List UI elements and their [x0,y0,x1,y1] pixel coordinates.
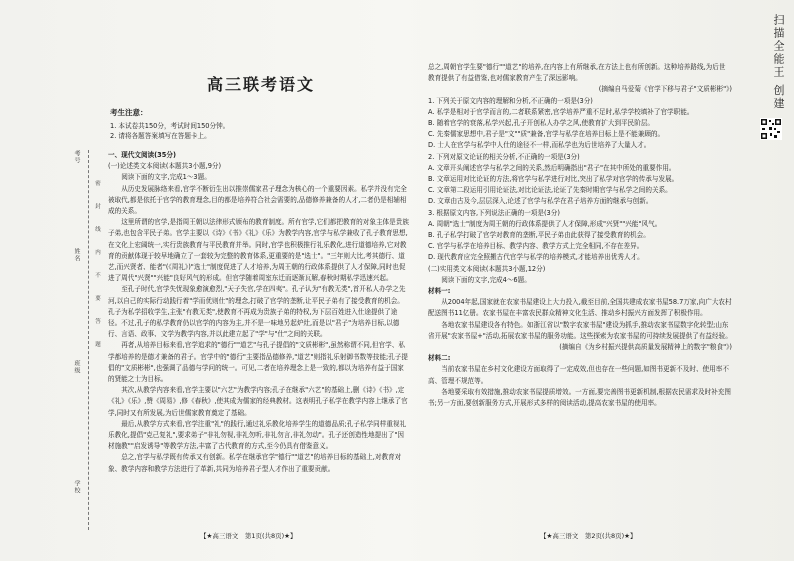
right-col-line: 2. 下列对原文论证的相关分析,不正确的一项是(3分) [428,152,580,161]
right-col-line: 阅读下面的文字,完成4～6题。 [441,275,531,284]
right-col-line: 总之,周朝官学生要"德行""道艺"的培养,在内容上有所继承,在方法上也有所创新。这种培养路线,为后世教育提供了有益借鉴,也对儒家教育产生了深远影响。 [428,63,726,83]
notes-item: 2. 请将各题答案填写在答题卡上。 [110,132,211,140]
left-col-line: 其次,从教学内容来看,官学主要以"六艺"为教学内容;孔子在继承"六艺"的基础上,删《诗》《书》,定《礼》《乐》,赞《周易》,修《春秋》,使其成为儒家的经典教材。这表明孔子私学在教学内容上继承了官学,同时又有所发展,为后世儒家教育奠定了基础。 [108,386,408,417]
right-col-line: C. 文章第二段运用引用论证法,对比论证法,论证了先秦时期官学与私学之间的关系。 [428,186,672,195]
right-col-line: B. 随着官学的衰落,私学兴起,孔子开创私人办学之风,使教育扩大到平民阶层。 [428,119,655,128]
kaohao-label: 考号 [73,150,80,164]
right-col-line: (二)实用类文本阅读(本题共3小题,12分) [428,264,546,273]
qr-code-icon [760,118,782,140]
right-col-line: (摘编自《为乡村振兴提供高质量发展精神上的数字"粮食"》) [559,343,732,352]
left-col-line: 一、现代文阅读(35分) [108,151,176,159]
scanner-watermark: 扫描全能王 创建 [772,14,785,111]
left-col-line: (一)论述类文本阅读(本题共3小题,9分) [108,162,222,171]
right-col-line: 各地要采取有效措施,推动农家书屋提质增效。一方面,要完善图书更新机制,根据农民需求及时补充图书;另一方面,要创新服务方式,开展形式多样的阅读活动,提高农家书屋的使用率。 [428,387,732,408]
seal-dashed-line [88,150,89,530]
right-col-line: B. 文章运用对比论证的方法,将官学与私学进行对比,突出了私学对官学的传承与发展。 [428,175,679,184]
right-col-line: 1. 下列关于原文内容的理解和分析,不正确的一项是(3分) [428,96,593,105]
left-col-line: 总之,官学与私学既有传承又有创新。私学在继承官学"德行""道艺"的培养目标的基础上,对教育对象、教学内容和教学方法进行了革新,共同为培养君子型人才作出了重要贡献。 [108,453,402,473]
right-col-line: C. 先秦儒家思想中,君子是"文""质"兼备,官学与私学在培养目标上是不能兼顾的。 [428,130,665,139]
seal-line-notice: 密 封 线 内 不 要 答 题 [94,180,100,353]
right-col-line: (摘编自马爱菊《官学下移与君子"文质彬彬"》) [598,85,732,94]
footer-page-2: 【★高三语文 第2页(共8页)★】 [540,532,637,540]
right-col-line: 3. 根据原文内容,下列说法正确的一项是(3分) [428,208,560,217]
left-col-line: 这里所谓的官学,是指周王朝以法律形式颁布的教育制度。所有官学,它们都把教育的对象主体是贵族子弟,也包含平民子弟。官学主要以《诗》《书》《礼》《乐》为教学内容,官学与私学兼收了孔子教育思想,在文化上宏阔统一,实行贵族教育与平民教育并举。同时,官学也积极推行礼乐教化,进行道德培养,它对教育的贡献体现于较早地确立了一套较为完整的教育体系,更重要的是"选士"。"三年则大比,考其德行、道艺,而兴贤者、能者"(《周礼》)"选士"制度促进了人才培养,为周王朝的行政体系提供了人才保障,同时也促进了周代"兴贤""兴能"良好风气的形成。但官学随着周室东迁而逐渐瓦解,春秋时期私学迅速兴起。 [108,218,409,283]
right-col-line: D. 士人在官学与私学中人仕的途径不一样,而私学也为后世培养了大量人才。 [428,141,651,150]
right-col-line: B. 孔子私学打破了官学对教育的垄断,平民子弟由此获得了接受教育的机会。 [428,231,650,240]
left-col-line: 最后,从教学方式来看,官学注重"礼"的践行,通过礼乐教化培养学生的道德品质;孔子私学同样重视礼乐教化,提倡"克己复礼",要求弟子"非礼勿视,非礼勿听,非礼勿言,非礼勿动"。孔子还创造性地提出了"因材施教""启发诱导"等教学方法,丰富了古代教育的方式,至今仍具有借鉴意义。 [108,419,407,451]
candidate-notes [110,108,410,142]
notes-heading: 考生注意： [110,108,148,117]
left-col-line: 再者,从培养目标来看,官学追求的"德行""道艺"与孔子提倡的"文质彬彬",虽然称谓不同,但官学、私学都培养的是德才兼备的君子。官学中的"德行"主要指品德修养,"道艺"则指礼乐射御书数等技能;孔子提倡的"文质彬彬",也强调了品德与学问的统一。可见,二者在培养理念上是一致的,都以为培养有益于国家的贤能之士为目标。 [108,341,408,384]
right-col-line: 从2004年起,国家就在农家书屋建设上大力投入,截至目前,全国共建成农家书屋58.7万家,向广大农村配送图书11亿册。农家书屋在丰富农民群众精神文化生活、推动乡村振兴方面发挥了积极作用。 [428,298,732,318]
footer-page-1: 【★高三语文 第1页(共8页)★】 [200,532,297,540]
right-col-line: 材料一: [428,287,451,296]
left-col-line: 从历史发展脉络来看,官学不断衍生出以推崇儒家君子理念为核心的一个重要因素。私学并没有完全被取代,都是依托于官学的教育理念,目的都是培养符合社会需要的,品德修养兼备的人才,二者仍是相辅相成的关系。 [108,184,407,216]
notes-item: 1. 本试卷共150分，考试时间150分钟。 [110,121,230,130]
binding-margin [0,0,104,561]
right-col-line: D. 现代教育应完全照搬古代官学与私学的培养模式,才能培养出优秀人才。 [428,253,644,262]
right-col-line: D. 文章由古及今,层层深入,论述了官学与私学在君子培养方面的继承与创新。 [428,197,653,206]
right-column [428,62,732,522]
xuexiao-label: 学校 [73,480,80,494]
right-col-line: 材料二: [428,354,451,363]
right-col-line: A. 私学是相对于官学而言的,二者联系紧密,官学培养严重不足时,私学学校填补了官学职能。 [428,107,694,116]
xingming-label: 姓名 [73,248,80,262]
right-col-line: 各地农家书屋建设各有特色。如浙江省以"数字农家书屋"建设为抓手,推动农家书屋数字化转型;山东省开展"农家书屋+"活动,拓展农家书屋的服务功能。这些探索为农家书屋的可持续发展提供了有益经验。 [428,320,732,340]
exam-title: 高三联考语文 [206,75,315,94]
banji-label: 班级 [73,360,80,374]
right-col-line: C. 官学与私学在培养目标、教学内容、教学方式上完全相同,不存在差异。 [428,242,644,251]
right-col-line: A. 周朝"选士"制度为周王朝的行政体系提供了人才保障,形成"兴贤""兴能"风气。 [428,219,662,228]
left-col-line: 至孔子时代,官学失忧现象愈演愈烈,"天子失官,学在四夷"。孔子认为"有教无类",首开私人办学之先河,以自己的实际行动践行着"学而优则仕"的理念,打破了官学的垄断,让平民子弟有了接受教育的机会。孔子为私学招收学生,主张"有教无类",使教育不再成为贵族子弟的特权,为下层百姓进入仕途提供了途径。不过,孔子的私学教育仍以官学的内容为主,并不是一味地另起炉灶,而是以"君子"为培养目标,以德行、言语、政事、文学为教学内容,并以此建立起了"学"与"仕"之间的关联。 [108,285,406,339]
left-col-line: 阅读下面的文字,完成1～3题。 [121,173,211,182]
right-col-line: 当前农家书屋在乡村文化建设方面取得了一定成效,但也存在一些问题,如图书更新不及时、使用率不高、管理不规范等。 [428,365,729,385]
right-col-line: A. 文章开头阐述官学与私学之间的关系,然后明确指出"君子"在其中所处的重要作用。 [428,163,676,172]
left-column [108,150,410,520]
